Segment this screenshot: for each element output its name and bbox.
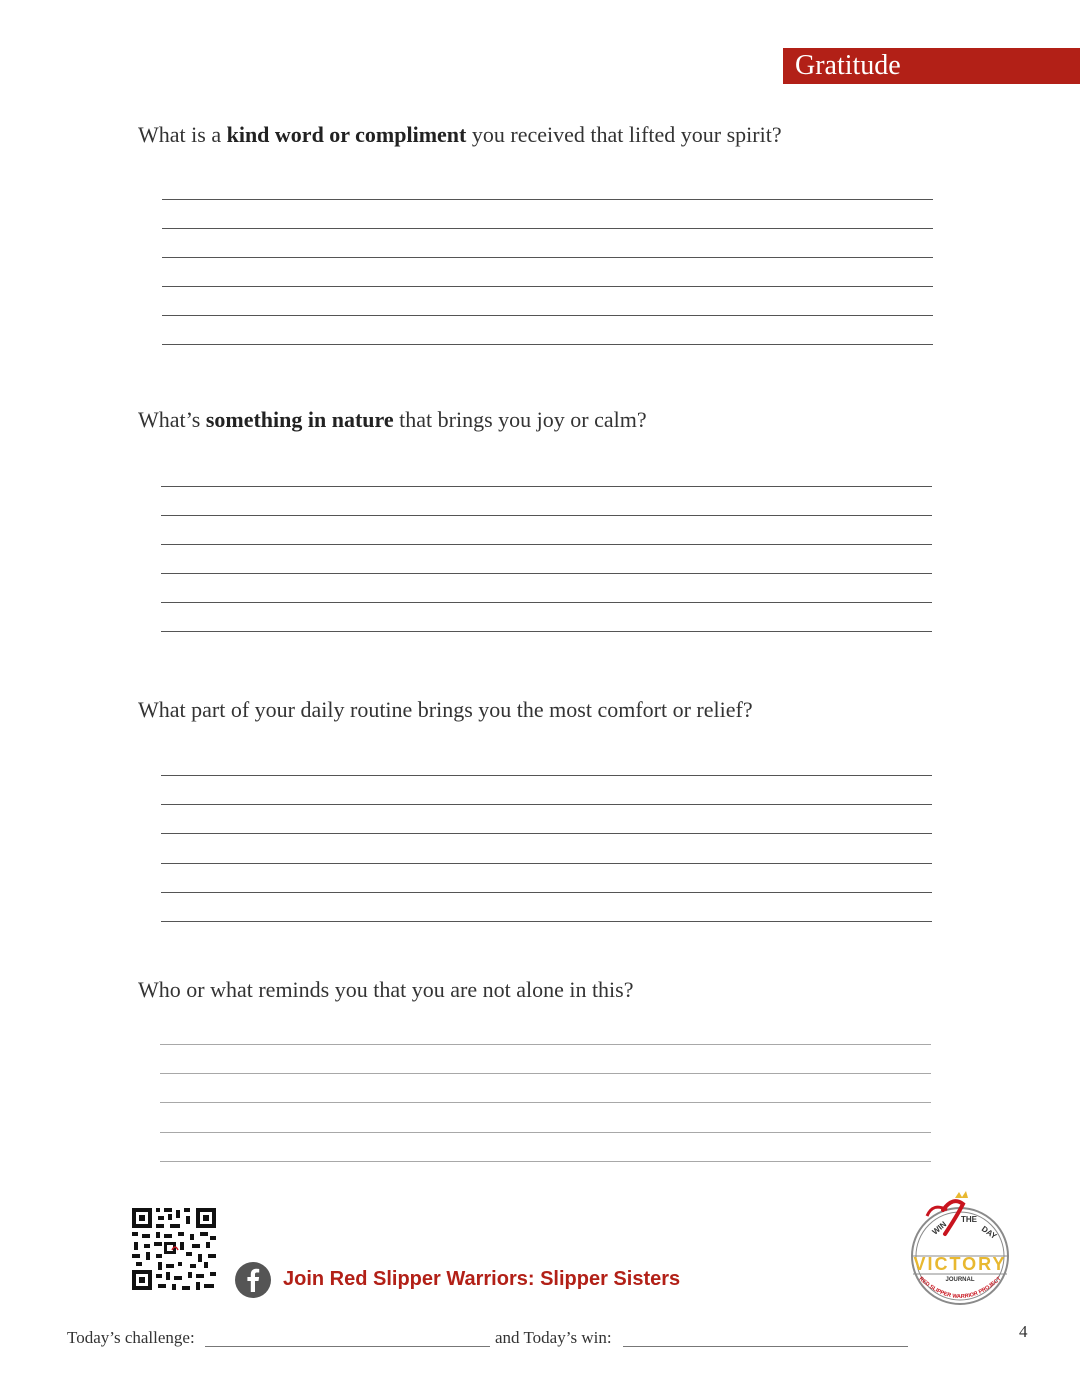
- question-1-emphasis: kind word or compliment: [226, 122, 467, 147]
- answer-line[interactable]: [161, 544, 932, 545]
- question-2: [138, 407, 647, 433]
- answer-line[interactable]: [160, 1102, 931, 1103]
- answer-line[interactable]: [161, 631, 932, 632]
- question-4: [138, 977, 634, 1003]
- question-1: [138, 122, 782, 148]
- answer-lines-3[interactable]: [161, 775, 932, 925]
- logo-main-word: VICTORY: [913, 1254, 1007, 1274]
- question-2-emphasis: something in nature: [205, 407, 394, 432]
- answer-line[interactable]: [161, 921, 932, 922]
- answer-line[interactable]: [160, 1044, 931, 1045]
- answer-line[interactable]: [161, 486, 932, 487]
- challenge-label: Today’s challenge:: [67, 1328, 195, 1347]
- answer-line[interactable]: [160, 1132, 931, 1133]
- question-2-text-end: that brings you joy or calm?: [393, 407, 647, 432]
- question-4-text: Who or what reminds you that you are not alone in this?: [138, 977, 634, 1002]
- svg-text:DAY: DAY: [979, 1224, 999, 1241]
- logo-sub-word: JOURNAL: [945, 1277, 975, 1283]
- win-label: and Today’s win:: [495, 1328, 612, 1347]
- section-tab: Gratitude: [783, 48, 1080, 84]
- answer-line[interactable]: [161, 863, 932, 864]
- answer-line[interactable]: [161, 602, 932, 603]
- answer-line[interactable]: [162, 228, 933, 229]
- page-number: 4: [1019, 1322, 1028, 1341]
- victory-journal-logo: [895, 1190, 1025, 1305]
- answer-line[interactable]: [161, 573, 932, 574]
- answer-line[interactable]: [160, 1073, 931, 1074]
- question-3: [138, 697, 753, 723]
- answer-lines-1[interactable]: [162, 199, 933, 349]
- answer-line[interactable]: [162, 257, 933, 258]
- answer-line[interactable]: [160, 1161, 931, 1162]
- question-2-text: What’s: [138, 407, 206, 432]
- answer-lines-4[interactable]: [160, 1044, 931, 1164]
- question-3-text: What part of your daily routine brings you the most comfort or relief?: [138, 697, 753, 722]
- answer-line[interactable]: [162, 199, 933, 200]
- answer-line[interactable]: [161, 775, 932, 776]
- answer-line[interactable]: [161, 833, 932, 834]
- svg-text:WIN: WIN: [930, 1219, 949, 1237]
- qr-code-icon[interactable]: [130, 1206, 218, 1292]
- win-line[interactable]: [623, 1346, 908, 1347]
- join-group-link[interactable]: Join Red Slipper Warriors: Slipper Sisters: [283, 1268, 681, 1290]
- answer-line[interactable]: [161, 515, 932, 516]
- svg-text:THE: THE: [961, 1215, 977, 1224]
- answer-line[interactable]: [162, 315, 933, 316]
- question-1-text: What is a: [138, 122, 227, 147]
- answer-line[interactable]: [162, 344, 933, 345]
- answer-line[interactable]: [161, 892, 932, 893]
- question-1-text-end: you received that lifted your spirit?: [466, 122, 782, 147]
- challenge-line[interactable]: [205, 1346, 490, 1347]
- answer-line[interactable]: [162, 286, 933, 287]
- facebook-icon[interactable]: [235, 1262, 271, 1298]
- logo-bottom-arc: RED SLIPPER WARRIOR PROJECT: [917, 1276, 1003, 1301]
- answer-line[interactable]: [161, 804, 932, 805]
- answer-lines-2[interactable]: [161, 486, 932, 636]
